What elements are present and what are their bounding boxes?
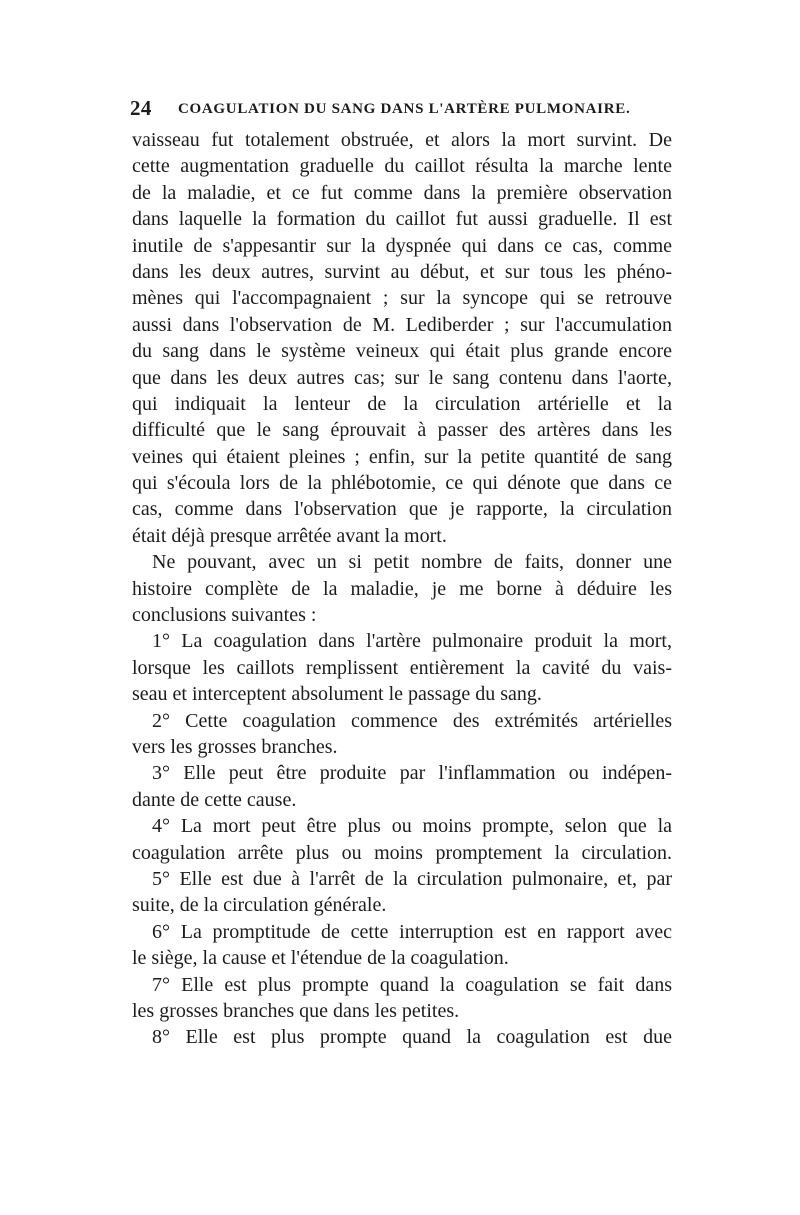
text-line: qui s'écoula lors de la phlébotomie, ce qui dénote que dans ce: [132, 472, 672, 495]
text-line: seau et interceptent absolument le passage du sang.: [132, 683, 542, 706]
text-line: les grosses branches que dans les petites.: [132, 999, 460, 1022]
text-line: que dans les deux autres cas; sur le sang contenu dans l'aorte,: [132, 366, 672, 389]
text-line: du sang dans le système veineux qui était plus grande encore: [132, 340, 672, 363]
body-text: [132, 127, 672, 1051]
text-line: cas, comme dans l'observation que je rapporte, la circulation: [132, 498, 672, 521]
conclusion-item-5: 5° Elle est due à l'arrêt de la circulation pulmonaire, et, par: [152, 867, 672, 890]
text-line: lorsque les caillots remplissent entièrement la cavité du vais-: [132, 656, 672, 679]
conclusion-item-7: 7° Elle est plus prompte quand la coagulation se fait dans: [152, 973, 672, 996]
conclusion-item-4: 4° La mort peut être plus ou moins prompte, selon que la: [152, 815, 672, 838]
conclusion-item-1: 1° La coagulation dans l'artère pulmonaire produit la mort,: [152, 630, 672, 653]
conclusion-item-6: 6° La promptitude de cette interruption est en rapport avec: [152, 920, 672, 943]
text-line: aussi dans l'observation de M. Lediberder ; sur l'accumulation: [132, 313, 672, 336]
text-line: veines qui étaient pleines ; enfin, sur la petite quantité de sang: [132, 445, 672, 468]
text-line: cette augmentation graduelle du caillot résulta la marche lente: [132, 155, 672, 178]
text-line: dans les deux autres, survint au début, et sur tous les phéno-: [132, 260, 672, 283]
page-header: [130, 96, 670, 120]
text-line: histoire complète de la maladie, je me borne à déduire les: [132, 577, 672, 600]
page-number: 24: [130, 96, 152, 120]
paragraph-start-line: Ne pouvant, avec un si petit nombre de faits, donner une: [152, 551, 672, 574]
conclusion-item-3: 3° Elle peut être produite par l'inflammation ou indépen-: [152, 762, 672, 785]
text-line: de la maladie, et ce fut comme dans la première observation: [132, 181, 672, 204]
text-line: dans laquelle la formation du caillot fut aussi graduelle. Il est: [132, 208, 672, 231]
text-line: vaisseau fut totalement obstruée, et alors la mort survint. De: [132, 129, 672, 151]
text-line: coagulation arrête plus ou moins promptement la circulation.: [132, 841, 672, 864]
text-line: difficulté que le sang éprouvait à passer des artères dans les: [132, 419, 672, 442]
running-head: COAGULATION DU SANG DANS L'ARTÈRE PULMONAIRE.: [178, 101, 631, 117]
text-line: vers les grosses branches.: [132, 735, 338, 758]
conclusion-item-8: 8° Elle est plus prompte quand la coagulation est due: [152, 1026, 672, 1049]
text-line: qui indiquait la lenteur de la circulation artérielle et la: [132, 392, 672, 415]
text-line: était déjà presque arrêtée avant la mort.: [132, 524, 447, 547]
text-line: dante de cette cause.: [132, 788, 297, 811]
conclusion-item-2: 2° Cette coagulation commence des extrémités artérielles: [152, 709, 672, 732]
text-line: inutile de s'appesantir sur la dyspnée qui dans ce cas, comme: [132, 234, 672, 257]
text-line: suite, de la circulation générale.: [132, 894, 387, 917]
text-line: conclusions suivantes :: [132, 604, 317, 627]
text-line: le siège, la cause et l'étendue de la coagulation.: [132, 947, 509, 970]
text-line: mènes qui l'accompagnaient ; sur la syncope qui se retrouve: [132, 287, 672, 310]
